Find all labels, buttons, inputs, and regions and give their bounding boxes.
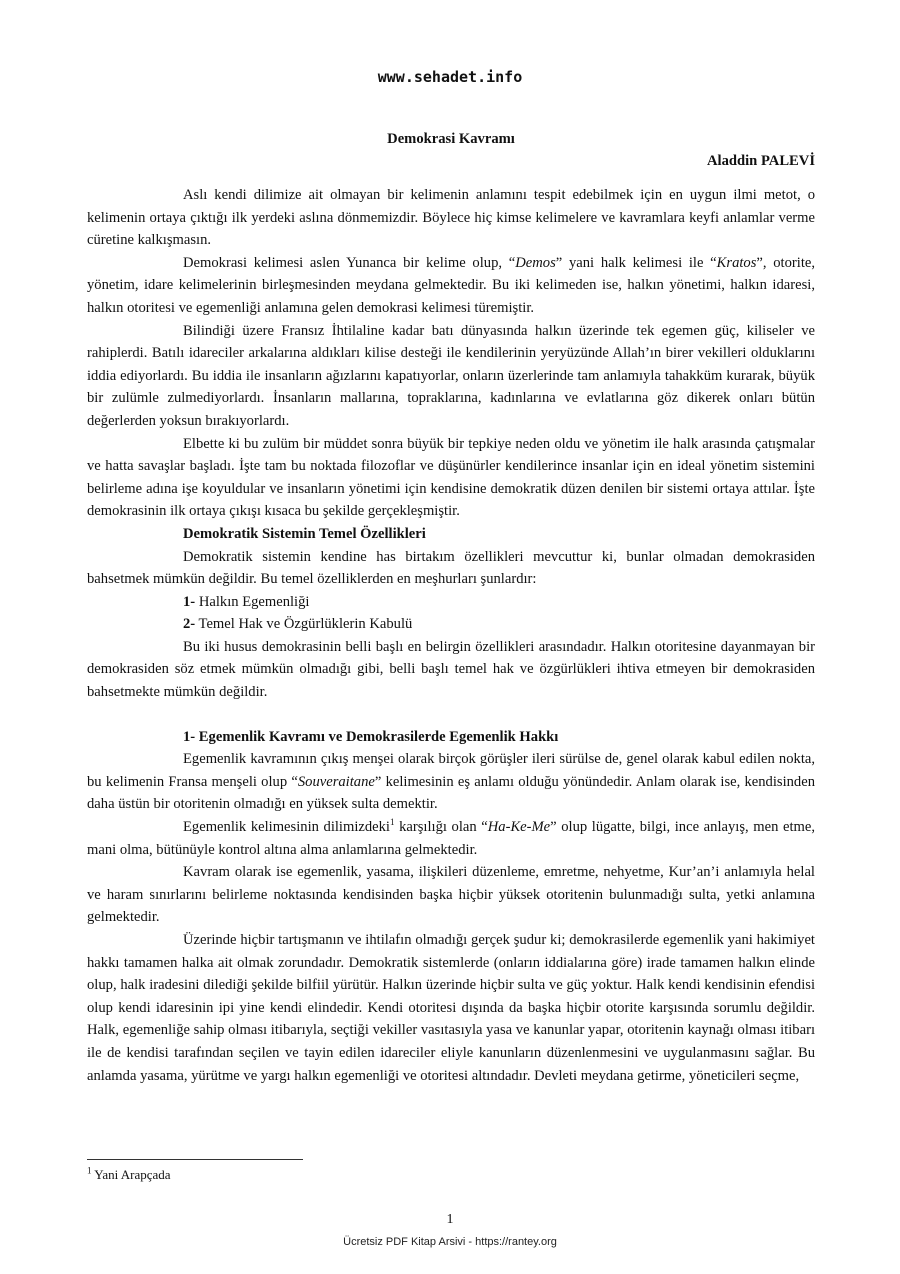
page-number: 1 bbox=[446, 1212, 454, 1227]
footnote-divider bbox=[87, 1159, 303, 1160]
italic-term: Kratos bbox=[716, 254, 757, 271]
document-title: Demokrasi Kavramı bbox=[387, 131, 515, 147]
footnote-number: 1 bbox=[87, 1165, 92, 1176]
document-body bbox=[87, 128, 815, 1087]
paragraph: Aslı kendi dilimize ait olmayan bir kelimenin anlamını tespit edebilmek için en uygun ilmi metot, o kelimenin ortaya çıktığı ilk yerdeki aslına dönmemizdir. Böylece hiç kimse kelimelere ve kavramlara keyfi anlamlar verme cüretine kalkışmasın. bbox=[87, 187, 815, 249]
paragraph: Bu iki husus demokrasinin belli başlı en belirgin özellikleri arasındadır. Halkın otoritesine dayanmayan bir demokrasiden söz etmek mümkün olmadığı gibi, belli başlı temel hak ve özgürlükleri ihtiva etmeyen bir demokrasiden bahsetmekte mümkün değildir. bbox=[87, 638, 815, 701]
paragraph: Demokratik sistemin kendine has birtakım özellikleri mevcuttur ki, bunlar olmadan demokrasiden bahsetmek mümkün değildir. Bu temel özelliklerden en meşhurları şunlardır: bbox=[87, 548, 815, 588]
footnote-reference[interactable]: 1 bbox=[390, 817, 395, 828]
paragraph: Demokrasi kelimesi aslen Yunanca bir kelime olup, “Demos” yani halk kelimesi ile “Kratos”, otorite, yönetim, idare kelimelerinin birleşmesinden meydana gelmektedir. Bu iki kelimeden ise, halkın yönetimi, halkın idaresi, halkın otoritesi ve egemenliği anlamına gelen demokrasi kelimesi türemiştir. bbox=[87, 254, 815, 316]
paragraph: Elbette ki bu zulüm bir müddet sonra büyük bir tepkiye neden oldu ve yönetim ile halk arasında çatışmalar ve hatta savaşlar başladı. İşte tam bu noktada filozoflar ve düşünürler kendilerince insanlar için en ideal yönetim sistemini belirleme adına işe koyuldular ve insanların yönetimi için kendisine demokratik düzen denilen bir sistemi ortaya attılar. İşte demokrasinin ilk ortaya çıkışı kısaca bu şekilde gerçekleşmiştir. bbox=[87, 435, 815, 520]
section-heading: Demokratik Sistemin Temel Özellikleri bbox=[183, 525, 426, 542]
list-number: 2- bbox=[183, 616, 196, 633]
italic-term: Ha-Ke-Me bbox=[487, 819, 551, 836]
document-author: Aladdin PALEVİ bbox=[707, 153, 815, 169]
italic-term: Souveraitane bbox=[297, 773, 375, 790]
paragraph: Bilindiği üzere Fransız İhtilaline kadar batı dünyasında halkın üzerinde tek egemen güç, kiliseler ve rahiplerdi. Batılı idareciler arkalarına aldıkları kilise desteği ile kendilerinin yeryüzünde Allah’ın birer vekilleri olduklarını iddia ediyorlardı. Bu iddia ile insanların ağızlarını kapatıyorlar, onların üzerlerinde tam anlamıyla tahakküm kurarak, büyük bir zulümle zulmediyorlardı. İnsanların mallarına, topraklarına, kadınlarına ve evlatlarına göz dikerek onları bütün değerlerden yoksun bırakıyorlardı. bbox=[87, 322, 815, 429]
footnote: $^1$ Yani Arapçada bbox=[87, 1165, 171, 1182]
spacer bbox=[87, 704, 815, 726]
paragraph: Üzerinde hiçbir tartışmanın ve ihtilafın olmadığı gerçek şudur ki; demokrasilerde egemenlik yani hakimiyet hakkı tamamen halka ait olmak zorundadır. Demokratik sistemlerde (onların iddialarına göre) irade tamamen halkın elinde olup, halk iradesini dilediği şekilde bilfiil yürütür. Halkın üzerinde hiçbir sulta ve güç yoktur. Halk kendi kendisinin efendisi olup kendi idaresinin ipi yine kendi elindedir. Kendi otoritesi dışında da başka hiçbir otorite karşısında sorumlu değildir. Halk, egemenliğe sahip olması itibarıyla, seçtiği vekiller vasıtasıyla yasa ve kanunlar yapar, otoritenin kaynağı olması itibarı ile de kendisi tarafından seçilen ve tayin edilen idareciler eliyle kanunların düzenlenmesini ve uygulanmasını sağlar. Bu anlamda yasama, yürütme ve yargı halkın egemenliği ve otoritesi altındadır. Devleti meydana getirme, yöneticileri seçme, bbox=[87, 932, 815, 1084]
page-footer[interactable]: Ücretsiz PDF Kitap Arsivi - https://rantey.org bbox=[343, 1236, 557, 1248]
list-item: 2- Temel Hak ve Özgürlüklerin Kabulü bbox=[183, 616, 413, 633]
site-header[interactable]: www.sehadet.info bbox=[377, 68, 523, 86]
paragraph: Egemenlik kelimesinin dilimizdeki$^1$ karşılığı olan “Ha-Ke-Me” olup lügatte, bilgi, ince anlayış, men etme, mani olma, bütünüyle kontrol altına alma anlamlarına gelmektedir. bbox=[87, 817, 815, 858]
section-heading: 1- Egemenlik Kavramı ve Demokrasilerde Egemenlik Hakkı bbox=[183, 728, 559, 745]
paragraph: Egemenlik kavramının çıkış menşei olarak birçok görüşler ileri sürülse de, genel olarak kabul edilen nokta, bu kelimenin Fransa menşeli olup “Souveraitane” kelimesinin eş anlamı olduğu yönündedir. Anlam olarak ise, kendisinden daha üstün bir otoritenin olmadığı en yüksek sulta demektir. bbox=[87, 751, 816, 813]
list-number: 1- bbox=[183, 593, 196, 610]
list-item: 1- Halkın Egemenliği bbox=[183, 593, 310, 610]
italic-term: Demos bbox=[515, 254, 556, 271]
paragraph: Kavram olarak ise egemenlik, yasama, ilişkileri düzenleme, emretme, nehyetme, Kur’an’i anlamıyla helal ve haram sınırlarını belirleme noktasında kendisinden başka hiçbir yüksek otoritenin bulunmadığı sulta, yetki anlamına gelmektedir. bbox=[87, 864, 815, 926]
